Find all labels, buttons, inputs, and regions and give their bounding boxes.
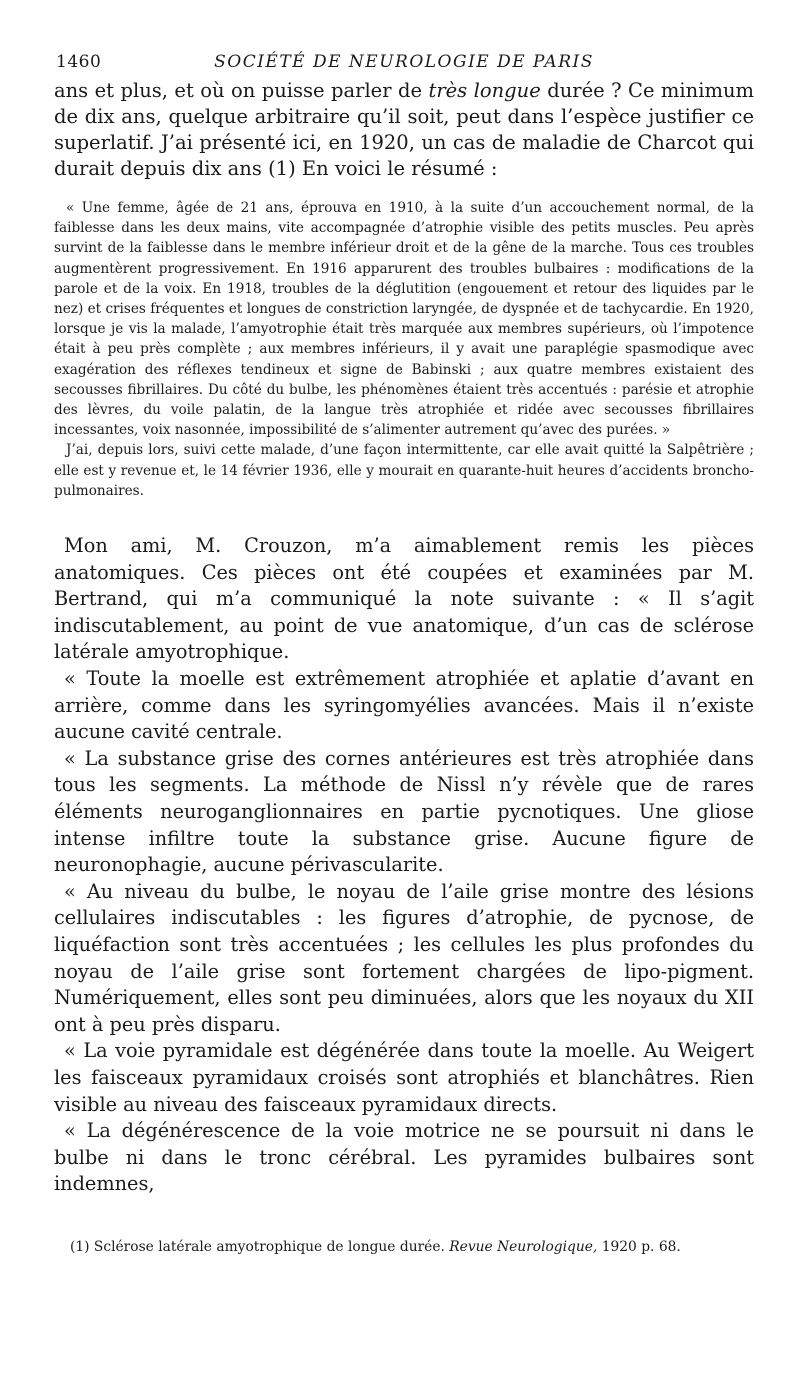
body-paragraph: « La voie pyramidale est dégénérée dans toute la moelle. Au Weigert les faisceaux pyramidaux croisés sont atrophiés et blanchâtres. Rien visible au niveau des faisceaux pyramidaux directs.	[54, 1039, 754, 1116]
footnote	[54, 1238, 754, 1257]
footnote-reference: 1920 p. 68.	[597, 1239, 681, 1255]
footnote-text	[54, 1238, 754, 1257]
page-number: 1460	[56, 52, 102, 72]
intro-paragraph	[54, 78, 754, 182]
intro-emphasis: très longue	[428, 79, 541, 102]
footnote-journal: Revue Neurologique,	[449, 1239, 598, 1255]
running-title: SOCIÉTÉ DE NEUROLOGIE DE PARIS	[214, 52, 594, 72]
main-text	[54, 533, 754, 1198]
body-paragraph: « Au niveau du bulbe, le noyau de l’aile grise montre des lésions cellulaires indiscutables : les figures d’atrophie, de pycnose, de liquéfaction sont très accentuées ; les cellules les plus profondes du noyau de l’aile grise sont fortement chargées de lipo-pigment. Numériquement, elles sont peu diminuées, alors que les noyaux du XII ont à peu près disparu.	[54, 879, 754, 1036]
intro-text-1: ans et plus, et où on puisse parler de	[54, 79, 429, 102]
body-paragraph: Mon ami, M. Crouzon, m’a aimablement remis les pièces anatomiques. Ces pièces ont été coupées et examinées par M. Bertrand, qui m’a communiqué la note suivante : « Il s’agit indiscutablement, au point de vue anatomique, d’un cas de sclérose latérale amyotrophique.	[54, 534, 754, 664]
running-header	[54, 48, 754, 78]
body-paragraph: « La substance grise des cornes antérieures est très atrophiée dans tous les segments. La méthode de Nissl n’y révèle que de rares éléments neuroganglionnaires en partie pycnotiques. Une gliose intense infiltre toute la substance grise. Aucune figure de neuronophagie, aucune périvascularite.	[54, 746, 754, 877]
body-paragraph: « La dégénérescence de la voie motrice ne se poursuit ni dans le bulbe ni dans le tronc cérébral. Les pyramides bulbaires sont indemnes,	[54, 1119, 754, 1196]
intro-paragraph-block	[54, 78, 754, 182]
body-paragraph: « Toute la moelle est extrêmement atrophiée et aplatie d’avant en arrière, comme dans les syringomyélies avancées. Mais il n’existe aucune cavité centrale.	[54, 667, 754, 744]
quote-paragraph: « Une femme, âgée de 21 ans, éprouva en 1910, à la suite d’un accouchement normal, de la faiblesse dans les deux mains, vite accompagnée d’atrophie visible des petits muscles. Peu après survint de la faiblesse dans le membre inférieur droit et de la gêne de la marche. Tous ces troubles augmentèrent progressivement. En 1916 apparurent des troubles bulbaires : modifications de la parole et de la voix. En 1918, troubles de la déglutition (engouement et retour des liquides par le nez) et crises fréquentes et longues de constriction laryngée, de dyspnée et de tachycardie. En 1920, lorsque je vis la malade, l’amyotrophie était très marquée aux membres supérieurs, où l’impotence était à peu près complète ; aux membres inférieurs, il y avait une paraplégie spasmodique avec exagération des réflexes tendineux et signe de Babinski ; aux quatre membres existaient des secousses fibrillaires. Du côté du bulbe, les phénomènes étaient très accentués : parésie et atrophie des lèvres, du voile palatin, de la langue très atrophiée et ridée avec secousses fibrillaires incessantes, voix nasonnée, impossibilité de s’alimenter autrement qu’avec des purées. »	[54, 200, 754, 439]
footnote-citation: (1) Sclérose latérale amyotrophique de longue durée.	[70, 1239, 450, 1255]
quote-paragraph: J’ai, depuis lors, suivi cette malade, d’une façon intermittente, car elle avait quitté la Salpêtrière ; elle est y revenue et, le 14 février 1936, elle y mourait en quarante-huit heures d’accidents broncho-pulmonaires.	[54, 442, 754, 499]
case-summary-quote	[54, 198, 754, 501]
intro-text-2: durée ? Ce minimum de dix ans, quelque arbitraire qu’il soit, peut dans l’espèce justifier ce superlatif. J’ai présenté ici, en 1920, un cas de maladie de Charcot qui durait depuis dix ans (1) En voici le résumé :	[54, 79, 754, 180]
page	[54, 48, 754, 1198]
